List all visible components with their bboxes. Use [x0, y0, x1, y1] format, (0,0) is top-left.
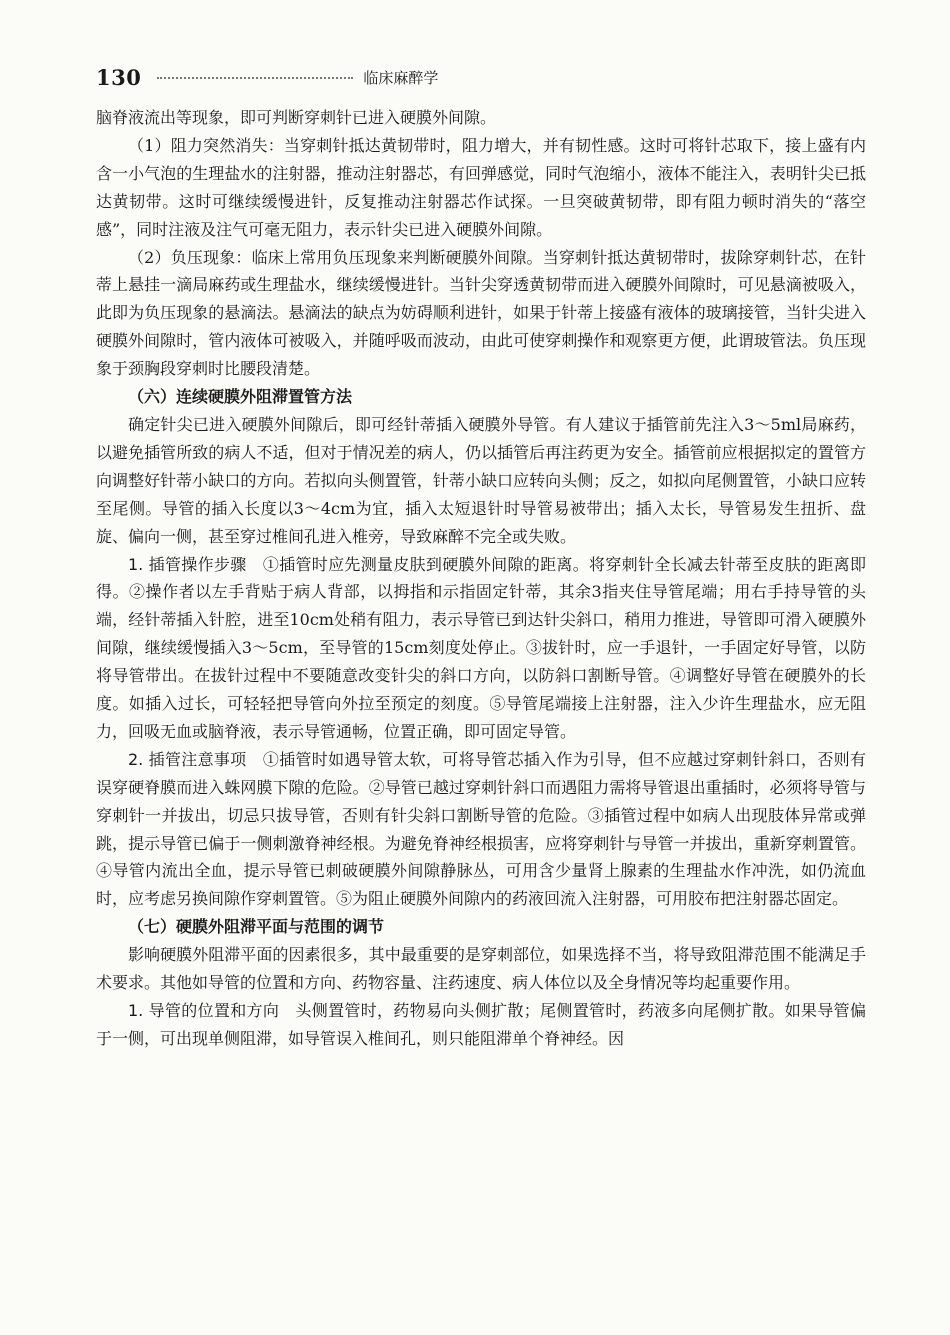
- paragraph: 脑脊液流出等现象，即可判断穿刺针已进入硬膜外间隙。: [96, 108, 497, 127]
- body-text: [96, 104, 866, 1053]
- subheading: 1. 插管操作步骤: [128, 554, 247, 574]
- paragraph: [96, 746, 866, 913]
- page-header: [96, 62, 856, 92]
- paragraph: （2）负压现象：临床上常用负压现象来判断硬膜外间隙。当穿刺针抵达黄韧带时，拔除穿刺针芯，在针蒂上悬挂一滴局麻药或生理盐水，继续缓慢进针。当针尖穿透黄韧带而进入硬膜外间隙时，可见悬滴被吸入，此即为负压现象的悬滴法。悬滴法的缺点为妨碍顺利进针，如果于针蒂上接盛有液体的玻璃接管，当针尖进入硬膜外间隙时，管内液体可被吸入，并随呼吸而波动，由此可使穿刺操作和观察更方便，此谓玻管法。负压现象于颈胸段穿刺时比腰段清楚。: [96, 247, 866, 379]
- subheading: 1. 导管的位置和方向: [128, 1001, 280, 1020]
- book-title: 临床麻醉学: [363, 68, 439, 87]
- paragraph-text: ①插管时应先测量皮肤到硬膜外间隙的距离。将穿刺针全长减去针蒂至皮肤的距离即得。②操作者以左手背贴于病人背部，以拇指和示指固定针蒂，其余3指夹住导管尾端；用右手持导管的头端，经针蒂插入针腔，进至10cm处稍有阻力，表示导管已到达针尖斜口，稍用力推进，导管即可滑入硬膜外间隙，继续缓慢插入3～5cm，至导管的15cm刻度处停止。③拔针时，应一手退针，一手固定好导管，以防将导管带出。在拔针过程中不要随意改变针尖的斜口方向，以防斜口割断导管。④调整好导管在硬膜外的长度。如插入过长，可轻轻把导管向外拉至预定的刻度。⑤导管尾端接上注射器，注入少许生理盐水，应无阻力，回吸无血或脑脊液，表示导管通畅，位置正确，即可固定导管。: [96, 554, 866, 741]
- paragraph-text: 头侧置管时，药物易向头侧扩散；尾侧置管时，药液多向尾侧扩散。如果导管偏于一侧，可出现单侧阻滞，如导管误入椎间孔，则只能阻滞单个脊神经。因: [96, 1001, 866, 1048]
- page-number: 130: [96, 64, 142, 90]
- section-heading: （六）连续硬膜外阻滞置管方法: [128, 387, 353, 407]
- paragraph: [96, 551, 866, 746]
- header-dotted-leader: [157, 77, 353, 81]
- paragraph-text: ①插管时如遇导管太软，可将导管芯插入作为引导，但不应越过穿刺针斜口，否则有误穿硬脊膜而进入蛛网膜下隙的危险。②导管已越过穿刺针斜口而遇阻力需将导管退出重插时，必须将导管与穿刺针一并拔出，切忌只拔导管，否则有针尖斜口割断导管的危险。③插管过程中如病人出现肢体异常或弹跳，提示导管已偏于一侧刺激脊神经根。为避免脊神经根损害，应将穿刺针与导管一并拔出，重新穿刺置管。④导管内流出全血，提示导管已刺破硬膜外间隙静脉丛，可用含少量肾上腺素的生理盐水作冲洗，如仍流血时，应考虑另换间隙作穿刺置管。⑤为阻止硬膜外间隙内的药液回流入注射器，可用胶布把注射器芯固定。: [96, 749, 866, 909]
- paragraph: 确定针尖已进入硬膜外间隙后，即可经针蒂插入硬膜外导管。有人建议于插管前先注入3～5ml局麻药，以避免插管所致的病人不适，但对于情况差的病人，仍以插管后再注药更为安全。插管前应根据拟定的置管方向调整好针蒂小缺口的方向。若拟向头侧置管，针蒂小缺口应转向头侧；反之，如拟向尾侧置管，小缺口应转至尾侧。导管的插入长度以3～4cm为宜，插入太短退针时导管易被带出；插入太长，导管易发生扭折、盘旋、偏向一侧，甚至穿过椎间孔进入椎旁，导致麻醉不完全或失败。: [96, 414, 866, 546]
- subheading: 2. 插管注意事项: [128, 749, 247, 769]
- paragraph: 影响硬膜外阻滞平面的因素很多，其中最重要的是穿刺部位，如果选择不当，将导致阻滞范围不能满足手术要求。其他如导管的位置和方向、药物容量、注药速度、病人体位以及全身情况等均起重要作用。: [96, 945, 866, 993]
- section-heading: （七）硬膜外阻滞平面与范围的调节: [128, 917, 385, 937]
- paragraph: [96, 997, 866, 1053]
- paragraph: （1）阻力突然消失：当穿刺针抵达黄韧带时，阻力增大，并有韧性感。这时可将针芯取下，接上盛有内含一小气泡的生理盐水的注射器，推动注射器芯，有回弹感觉，同时气泡缩小，液体不能注入，表明针尖已抵达黄韧带。这时可继续缓慢进针，反复推动注射器芯作试探。一旦突破黄韧带，即有阻力顿时消失的“落空感”，同时注液及注气可毫无阻力，表示针尖已进入硬膜外间隙。: [96, 135, 866, 239]
